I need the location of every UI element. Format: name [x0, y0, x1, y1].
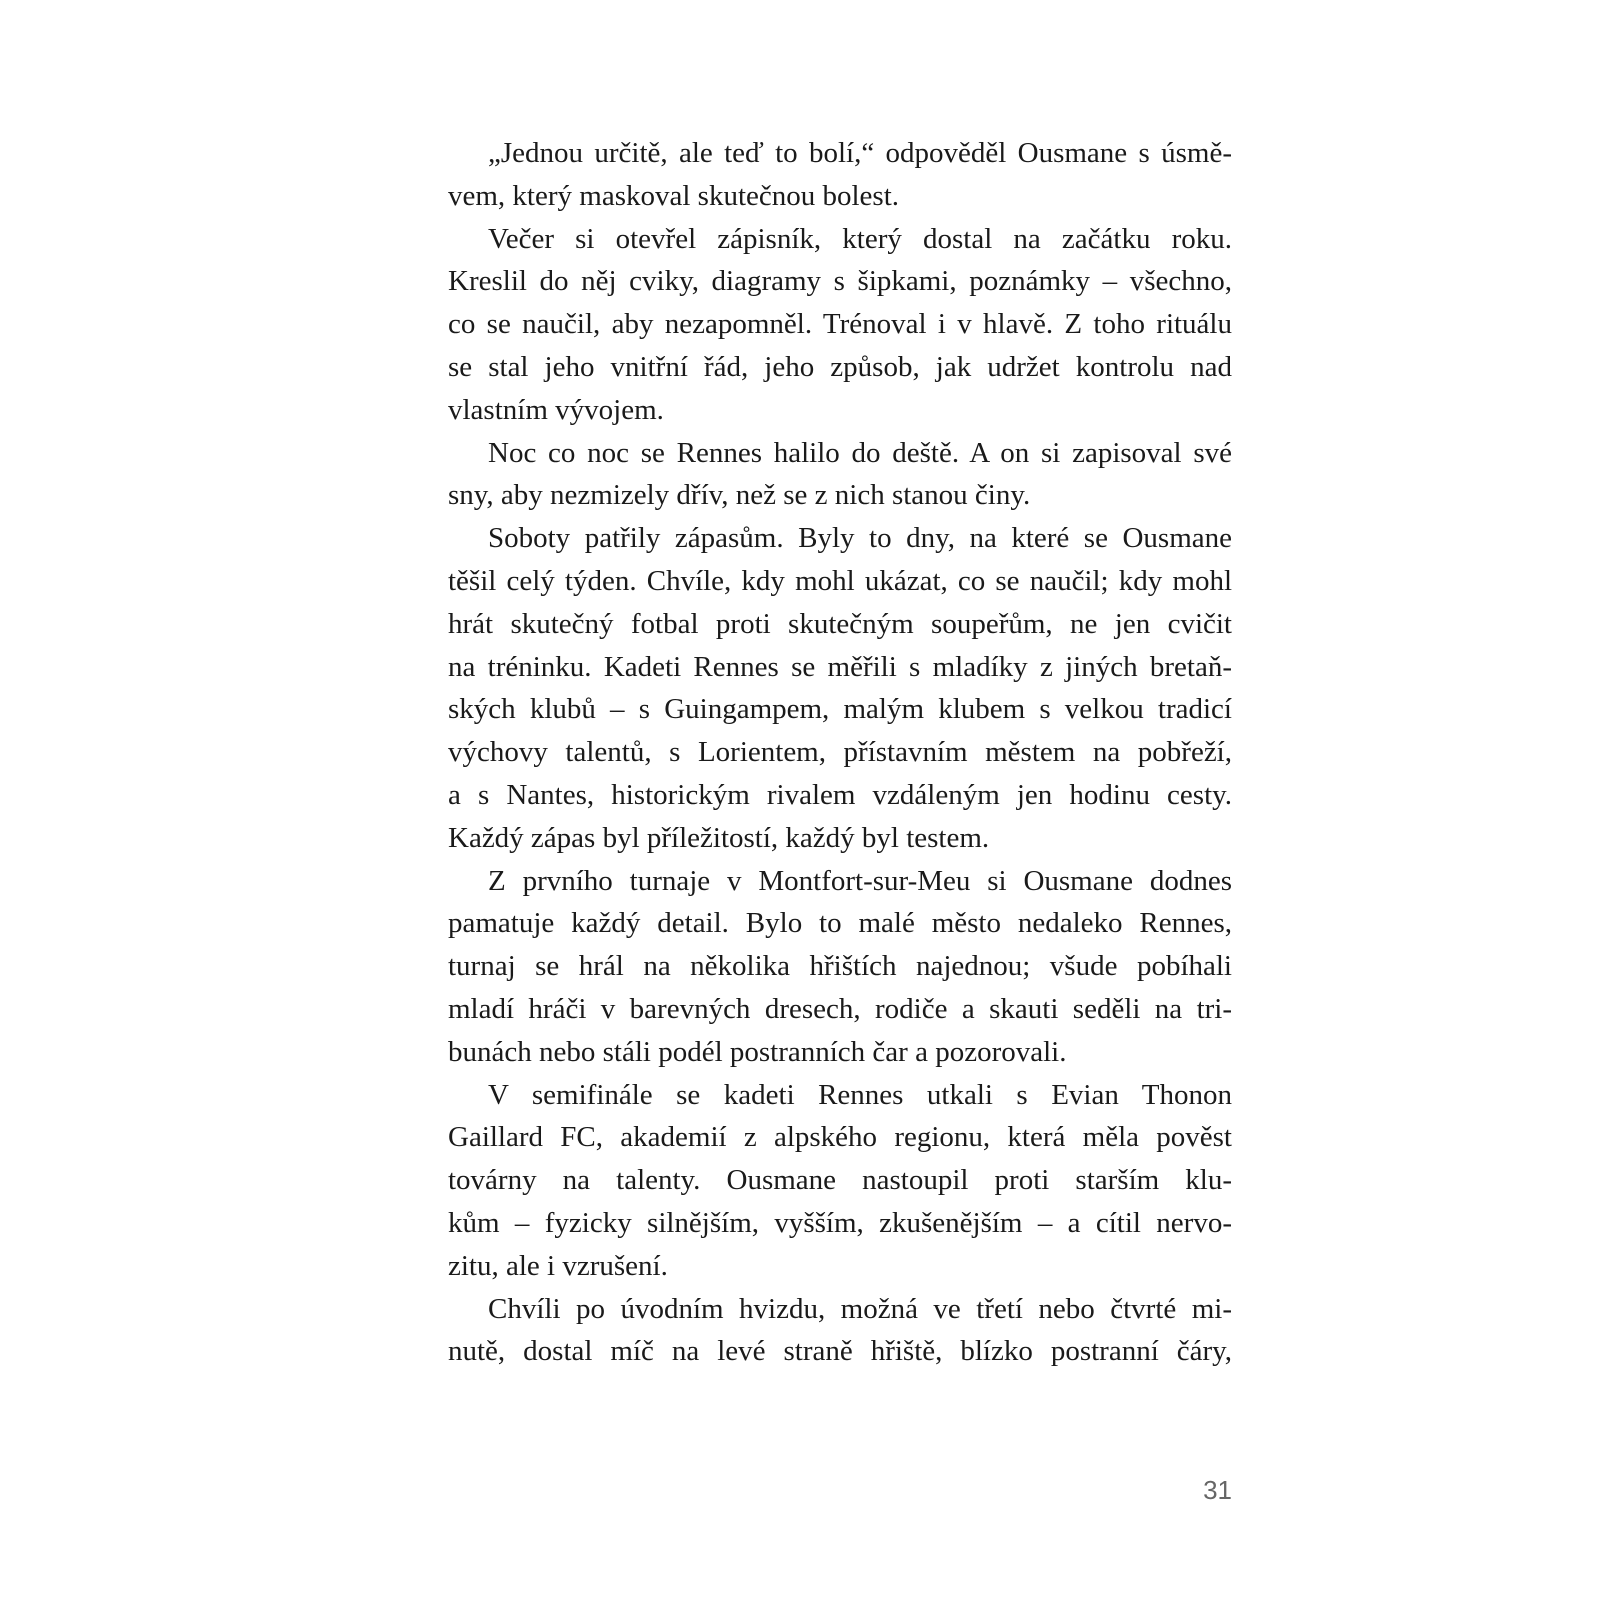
text-line: Z prvního turnaje v Montfort-sur-Meu si Ousmane dodnes [488, 864, 1232, 897]
text-line: se stal jeho vnitřní řád, jeho způsob, jak udržet kontrolu nad [448, 350, 1232, 383]
text-line: Kreslil do něj cviky, diagramy s šipkami, poznámky – všechno, [448, 265, 1232, 298]
text-line: zitu, ale i vzrušení. [448, 1249, 668, 1282]
text-line: V semifinále se kadeti Rennes utkali s Evian Thonon [488, 1078, 1232, 1111]
text-line: sny, aby nezmizely dřív, než se z nich stanou činy. [448, 479, 1031, 512]
text-line: Noc co noc se Rennes halilo do deště. A on si zapisoval své [488, 436, 1232, 469]
text-line: Gaillard FC, akademií z alpského regionu, která měla pověst [448, 1121, 1232, 1154]
text-line: ských klubů – s Guingampem, malým klubem s velkou tradicí [448, 693, 1232, 726]
text-line: bunách nebo stáli podél postranních čar a pozorovali. [448, 1035, 1067, 1068]
text-line: Chvíli po úvodním hvizdu, možná ve třetí nebo čtvrté mi- [488, 1292, 1232, 1325]
text-line: mladí hráči v barevných dresech, rodiče a skauti seděli na tri- [448, 992, 1232, 1025]
text-line: vem, který maskoval skutečnou bolest. [448, 179, 900, 212]
text-line: výchovy talentů, s Lorientem, přístavním městem na pobřeží, [448, 736, 1232, 769]
text-line: kům – fyzicky silnějším, vyšším, zkušenějším – a cítil nervo- [448, 1206, 1232, 1239]
text-line: těšil celý týden. Chvíle, kdy mohl ukázat, co se naučil; kdy mohl [448, 564, 1232, 597]
body-text [448, 132, 1232, 1373]
text-line: Soboty patřily zápasům. Byly to dny, na které se Ousmane [488, 522, 1232, 555]
text-line: na tréninku. Kadeti Rennes se měřili s mladíky z jiných bretaň- [448, 650, 1232, 683]
page-number: 31 [1203, 1475, 1232, 1505]
text-line: hrát skutečný fotbal proti skutečným soupeřům, ne jen cvičit [448, 607, 1232, 640]
text-line: vlastním vývojem. [448, 393, 664, 426]
text-line: pamatuje každý detail. Bylo to malé město nedaleko Rennes, [448, 907, 1232, 940]
text-line: a s Nantes, historickým rivalem vzdáleným jen hodinu cesty. [448, 778, 1232, 811]
text-line: nutě, dostal míč na levé straně hřiště, blízko postranní čáry, [448, 1335, 1232, 1368]
text-line: Každý zápas byl příležitostí, každý byl testem. [448, 821, 990, 854]
text-line: továrny na talenty. Ousmane nastoupil proti starším klu- [448, 1164, 1232, 1197]
text-line: turnaj se hrál na několika hřištích najednou; všude pobíhali [448, 950, 1232, 983]
text-line: Večer si otevřel zápisník, který dostal na začátku roku. [488, 222, 1232, 255]
text-line: co se naučil, aby nezapomněl. Trénoval i v hlavě. Z toho rituálu [448, 308, 1232, 341]
text-line: „Jednou určitě, ale teď to bolí,“ odpověděl Ousmane s úsmě- [488, 137, 1232, 169]
